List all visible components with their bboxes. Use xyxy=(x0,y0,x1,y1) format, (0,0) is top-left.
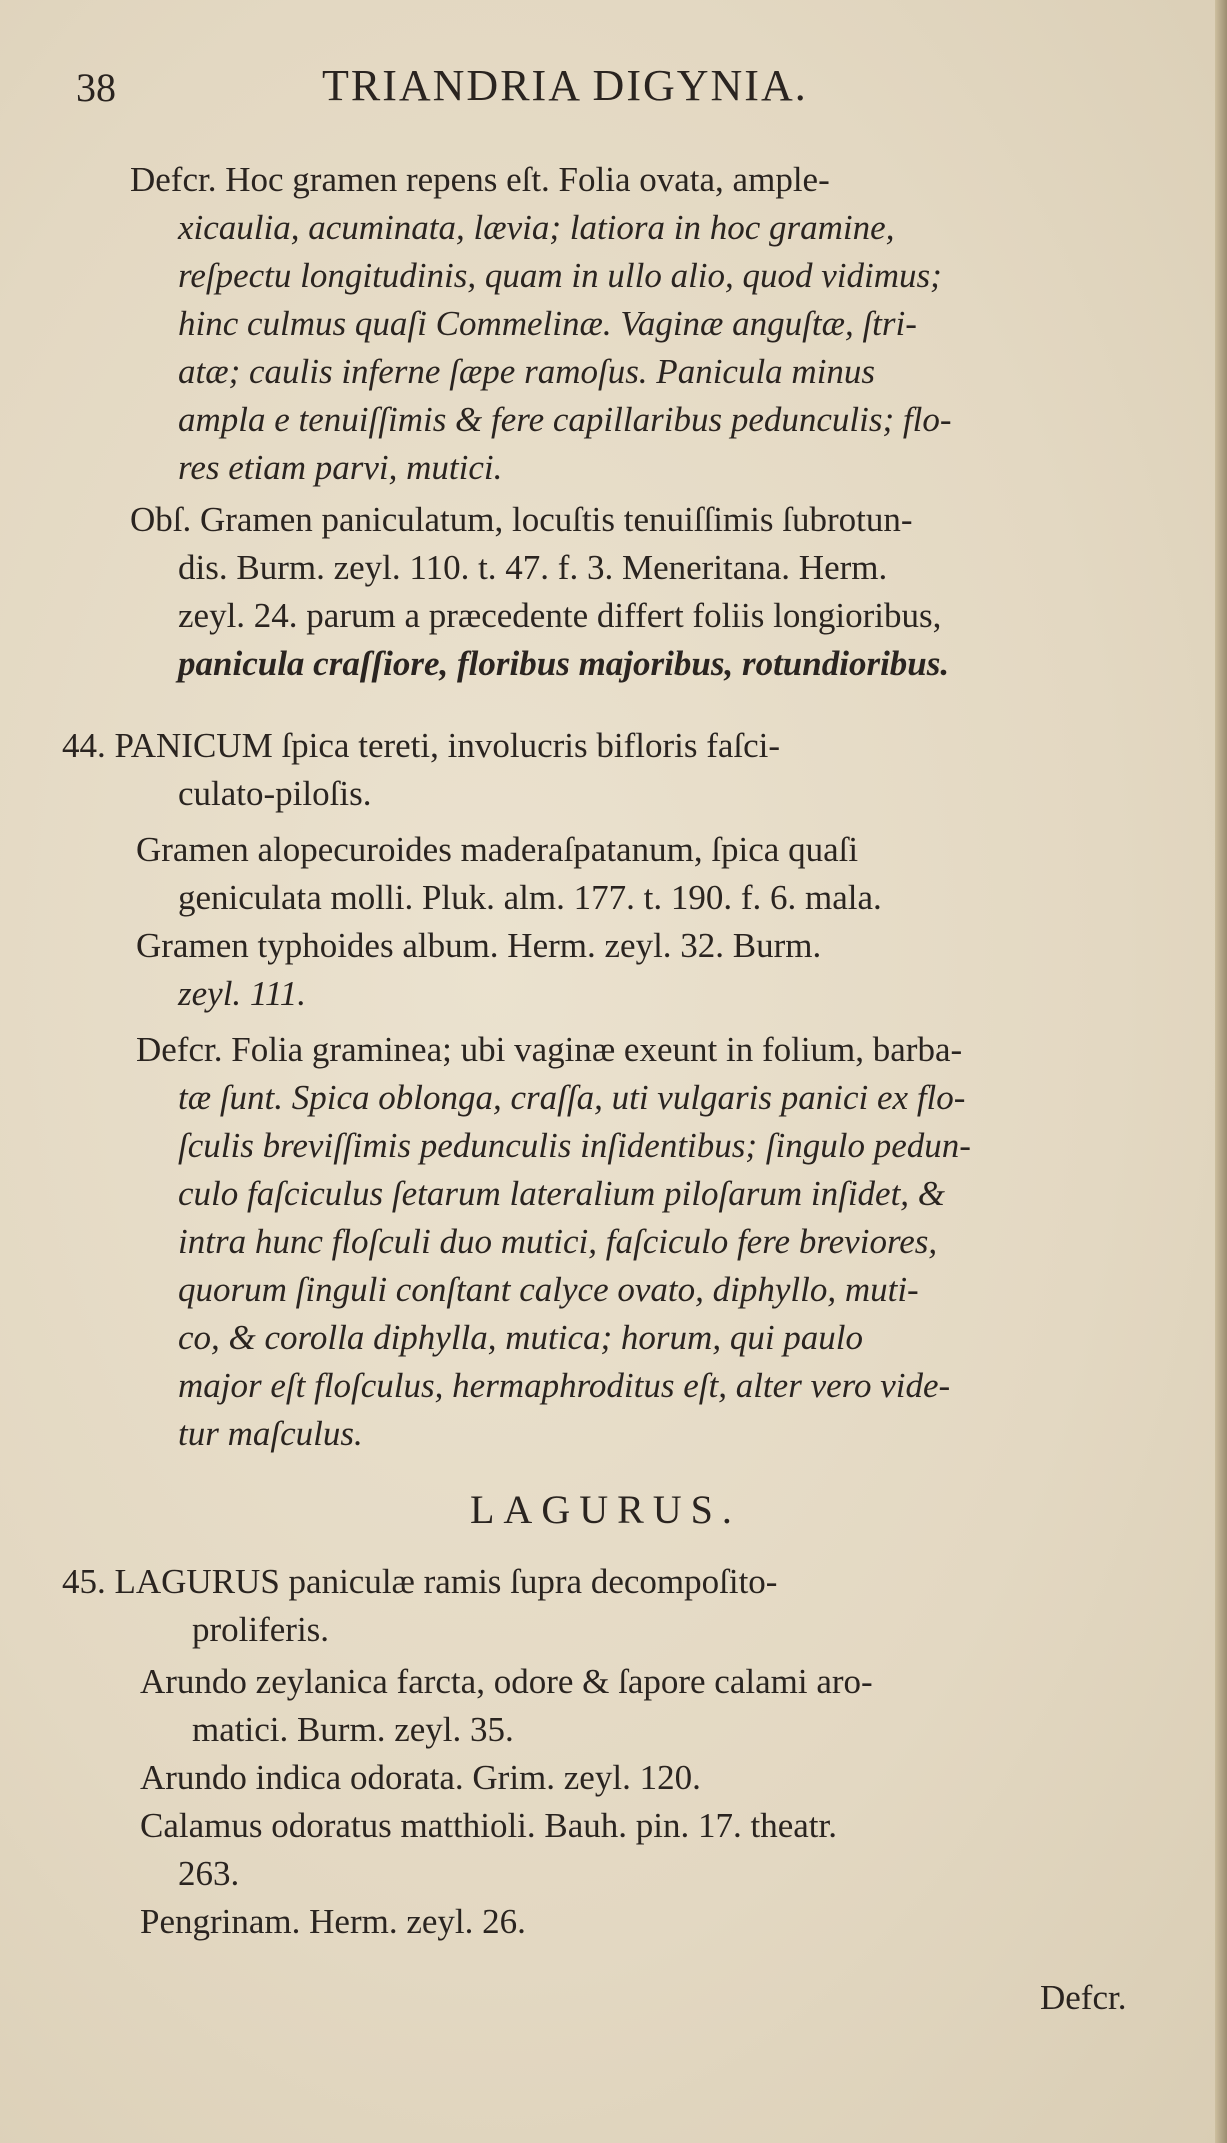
synonym-line: Arundo indica odorata. Grim. zeyl. 120. xyxy=(140,1758,701,1797)
obs-line: dis. Burm. zeyl. 110. t. 47. f. 3. Meneritana. Herm. xyxy=(178,548,888,587)
synonym-line: Arundo zeylanica farcta, odore & ſapore calami aro- xyxy=(140,1662,873,1701)
catchword: Defcr. xyxy=(1040,1978,1127,2017)
descr-line: xicaulia, acuminata, lævia; latiora in hoc gramine, xyxy=(178,208,895,247)
descr-line: intra hunc floſculi duo mutici, faſciculo fere breviores, xyxy=(178,1222,938,1261)
section-title: LAGURUS. xyxy=(470,1487,741,1532)
descr-line: reſpectu longitudinis, quam in ullo alio, quod vidimus; xyxy=(178,256,942,295)
descr-line: ampla e tenuiſſimis & fere capillaribus pedunculis; flo- xyxy=(178,400,952,439)
synonym-line: 263. xyxy=(178,1854,240,1893)
obs-line: Obſ. Gramen paniculatum, locuſtis tenuiſſimis ſubrotun- xyxy=(130,500,913,539)
descr-line: major eſt floſculus, hermaphroditus eſt, alter vero vide- xyxy=(178,1366,951,1405)
synonym-line: matici. Burm. zeyl. 35. xyxy=(192,1710,514,1749)
synonym-line: Calamus odoratus matthioli. Bauh. pin. 17. theatr. xyxy=(140,1806,837,1845)
synonym-line: Pengrinam. Herm. zeyl. 26. xyxy=(140,1902,526,1941)
descr-line: atæ; caulis inferne ſæpe ramoſus. Panicula minus xyxy=(178,352,876,391)
descr-line: culo faſciculus ſetarum lateralium piloſarum inſidet, & xyxy=(178,1174,946,1213)
running-title: TRIANDRIA DIGYNIA. xyxy=(322,61,808,110)
descr-line: co, & corolla diphylla, mutica; horum, qui paulo xyxy=(178,1318,864,1357)
descr-line: Defcr. Hoc gramen repens eſt. Folia ovata, ample- xyxy=(130,160,830,199)
synonym-line: Gramen alopecuroides maderaſpatanum, ſpica quaſi xyxy=(136,830,859,869)
descr-line: tur maſculus. xyxy=(178,1414,363,1453)
entry-heading: culato-piloſis. xyxy=(178,774,372,813)
descr-line: hinc culmus quaſi Commelinæ. Vaginæ anguſtæ, ſtri- xyxy=(178,304,917,343)
obs-line: panicula craſſiore, floribus majoribus, rotundioribus. xyxy=(178,644,950,683)
page-number: 38 xyxy=(76,65,116,110)
obs-line: zeyl. 24. parum a præcedente differt foliis longioribus, xyxy=(178,596,942,635)
entry-heading: 45. LAGURUS paniculæ ramis ſupra decompoſito- xyxy=(62,1562,778,1601)
descr-line: Defcr. Folia graminea; ubi vaginæ exeunt in folium, barba- xyxy=(136,1030,963,1069)
descr-line: res etiam parvi, mutici. xyxy=(178,448,503,487)
descr-line: ſculis breviſſimis pedunculis inſidentibus; ſingulo pedun- xyxy=(178,1126,971,1165)
descr-line: tæ ſunt. Spica oblonga, craſſa, uti vulgaris panici ex flo- xyxy=(178,1078,966,1117)
entry-heading: 44. PANICUM ſpica tereti, involucris bifloris faſci- xyxy=(62,726,781,765)
entry-heading: proliferis. xyxy=(192,1610,330,1649)
synonym-line: geniculata molli. Pluk. alm. 177. t. 190. f. 6. mala. xyxy=(178,878,882,917)
synonym-line: Gramen typhoides album. Herm. zeyl. 32. Burm. xyxy=(136,926,822,965)
synonym-line: zeyl. 111. xyxy=(178,974,306,1013)
descr-line: quorum ſinguli conſtant calyce ovato, diphyllo, muti- xyxy=(178,1270,919,1309)
